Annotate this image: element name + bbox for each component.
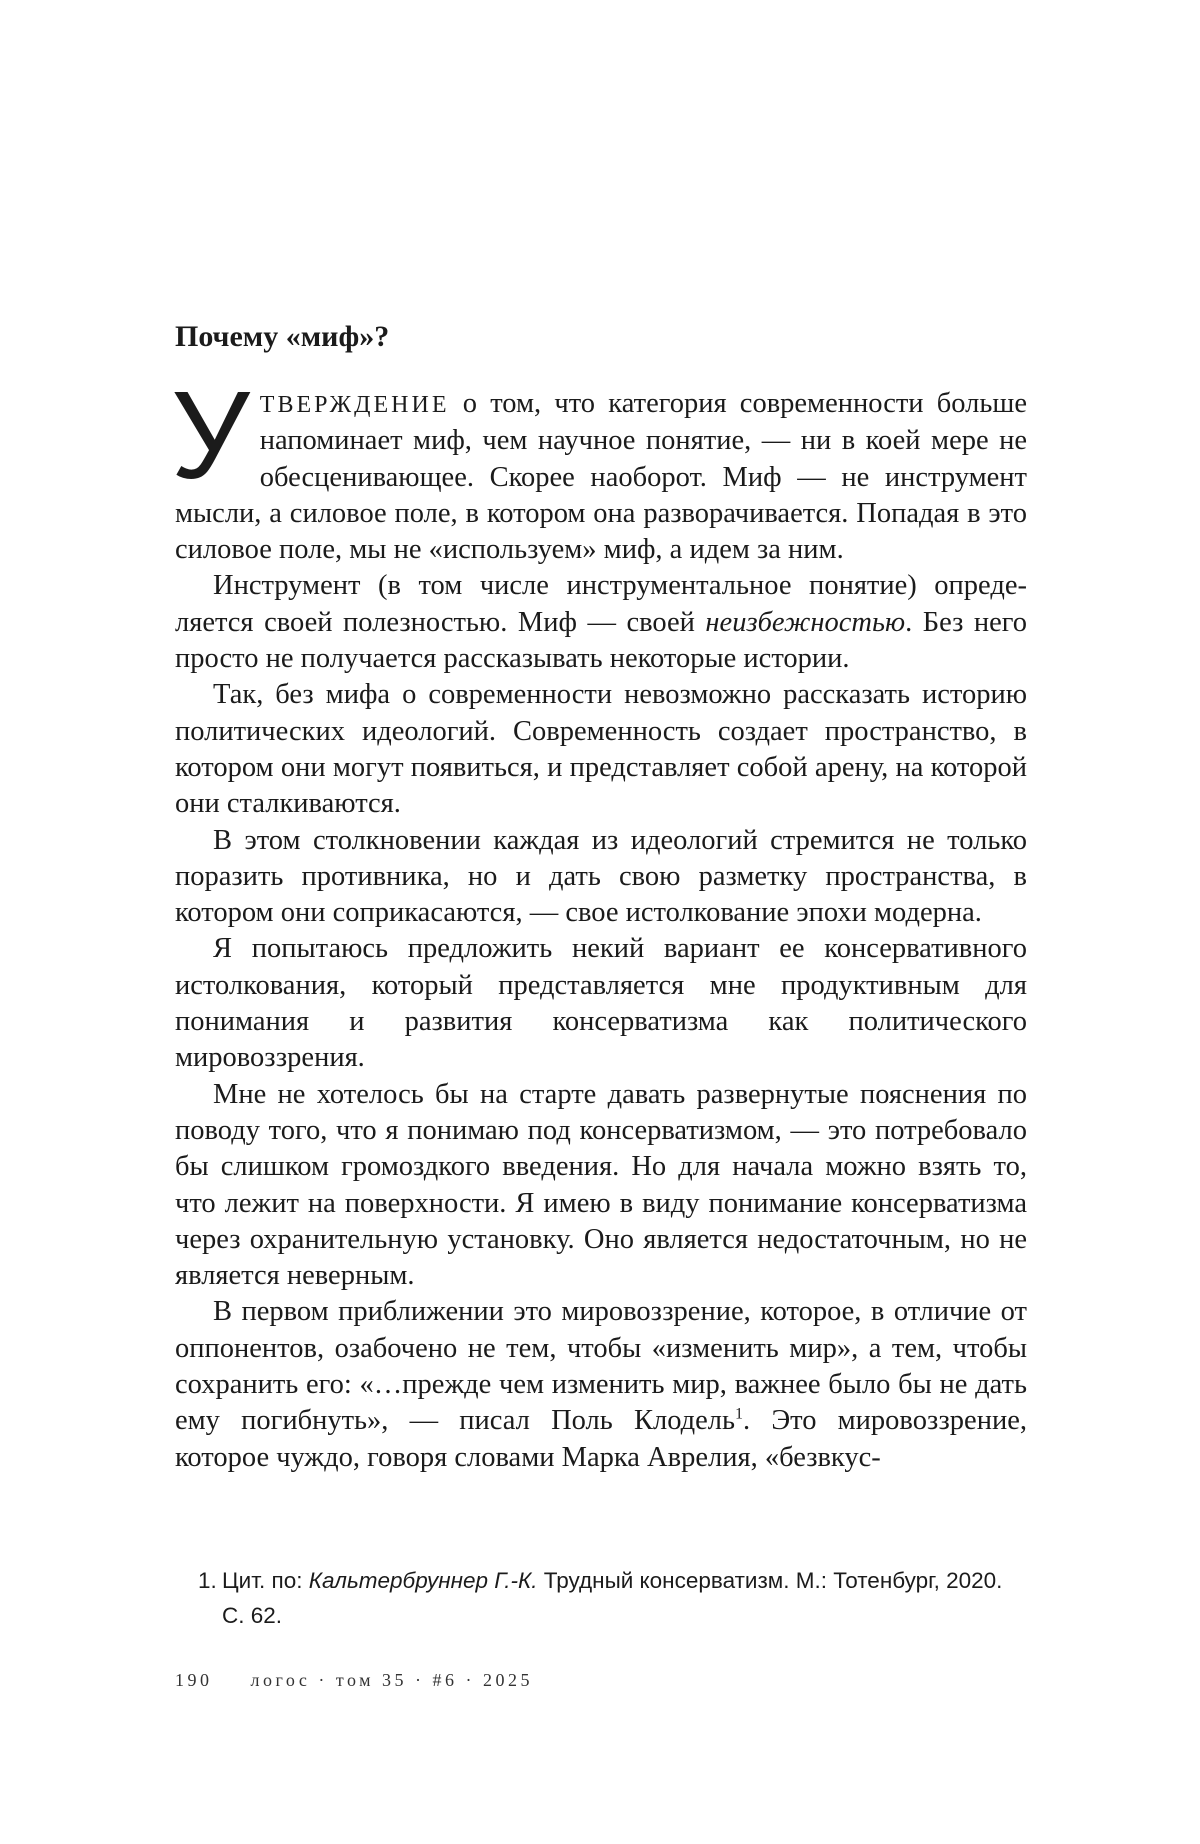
paragraph-7	[175, 1294, 1027, 1475]
paragraph-1	[171, 367, 1027, 568]
paragraph-2-text-b: . Без него просто не получается рассказывать некоторые истории.	[175, 606, 1027, 675]
paragraph-6: Мне не хотелось бы на старте давать развернутые пояснения по поводу того, что я понимаю под консерватизмом, — это потребовало бы слишком громоздкого введения. Но для начала можно взять то, что лежит на поверхности. Я имею в виду понимание консерватизма через охранительную установку. Оно является недостаточным, но не является неверным.	[175, 1078, 1027, 1292]
footnote-reference[interactable]: 1	[735, 1405, 743, 1423]
body-text	[171, 367, 1027, 1476]
opening-smallcaps: ТВЕРЖДЕНИЕ	[259, 392, 450, 418]
page-number: 190	[175, 1670, 213, 1690]
footnote-text: Трудный консерватизм. М.: Тотенбург, 2020. С. 62.	[222, 1568, 1003, 1628]
paragraph-2	[175, 568, 1027, 677]
footnote-number: 1.	[198, 1568, 217, 1593]
paragraph-4: В этом столкновении каждая из идеологий стремится не только поразить противника, но и дать свою разметку пространства, в котором они соприкасаются, — свое истолкование эпохи модерна.	[175, 824, 1027, 929]
paragraph-2-italic: неизбежностью	[705, 606, 906, 638]
footnote-author: Кальтербруннер Г.-К.	[308, 1568, 538, 1593]
running-footer	[175, 1670, 533, 1691]
journal-info: логос · том 35 · #6 · 2025	[250, 1670, 534, 1690]
footnote	[198, 1563, 1027, 1633]
drop-cap: У	[171, 367, 250, 505]
paragraph-7-text-b: . Это мировоззрение, которое чуждо, говоря словами Марка Аврелия, «безвкус-	[175, 1405, 1027, 1473]
footnote-prefix: Цит. по:	[222, 1568, 309, 1593]
paragraph-3: Так, без мифа о современности невозможно рассказать историю политических идеологий. Современность создает пространство, в котором они могут появиться, и представляет собой арену, на которой они сталкиваются.	[175, 679, 1027, 820]
paragraph-7-text-a: В первом приближении это мировоззрение, которое, в отличие от оппонентов, озабочено не тем, чтобы «изменить мир», а тем, чтобы сохранить его: «…прежде чем изменить мир, важнее было бы не дать ему погибнуть», — писал Поль Клодель	[175, 1296, 1027, 1437]
paragraph-2-text-a: Инструмент (в том числе инструментальное понятие) определяется своей полезностью. Миф — своей	[175, 570, 1027, 638]
paragraph-5: Я попытаюсь предложить некий вариант ее консервативного истолкования, который представляется мне продуктивным для понимания и развития консерватизма как политического мировоззрения.	[175, 933, 1027, 1074]
paragraph-1-text: о том, что категория современности больше напоминает миф, чем научное понятие, — ни в коей мере не обесценивающее. Скорее наоборот. Миф — не инструмент мысли, а силовое поле, в котором она разворачивается. Попадая в это силовое поле, мы не «используем» миф, а идем за ним.	[175, 388, 1027, 566]
section-heading: Почему «миф»?	[175, 320, 390, 353]
